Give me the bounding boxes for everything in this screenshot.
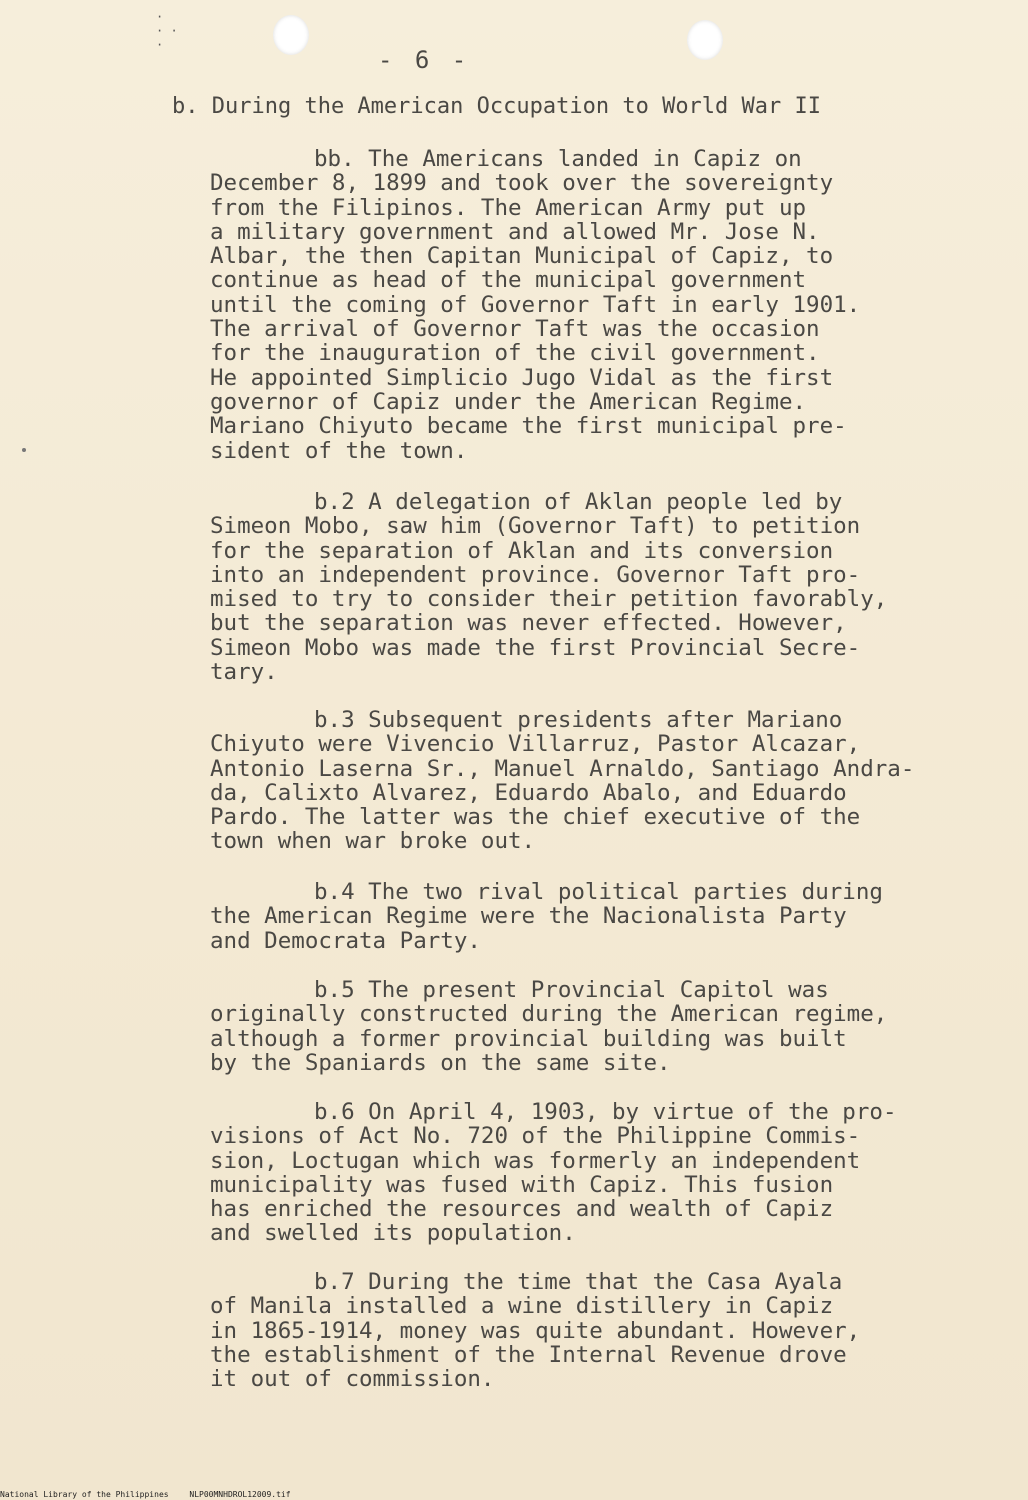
text-line: mised to try to consider their petition favorably, — [210, 586, 888, 613]
text-line: He appointed Simplicio Jugo Vidal as the first — [210, 364, 834, 391]
text-line: Mariano Chiyuto became the first municipal pre- — [210, 413, 847, 440]
text-line: da, Calixto Alvarez, Eduardo Abalo, and Eduardo — [210, 779, 847, 806]
paragraph-b5 — [210, 978, 970, 1075]
paragraph-bb — [210, 147, 970, 463]
text-line: b.2 A delegation of Aklan people led by — [314, 489, 843, 515]
text-line: the American Regime were the Nacionalista Party — [210, 903, 847, 930]
paragraph-b4 — [210, 880, 970, 953]
page-number: - 6 - — [378, 46, 471, 74]
text-line: town when war broke out. — [210, 828, 536, 855]
section-heading: b. During the American Occupation to World War II — [172, 94, 822, 119]
paragraph-b3 — [210, 708, 970, 854]
text-line: the establishment of the Internal Revenue drove — [210, 1341, 847, 1368]
text-line: by the Spaniards on the same site. — [210, 1049, 671, 1076]
paragraph-b7 — [210, 1270, 970, 1391]
text-line: December 8, 1899 and took over the sovereignty — [210, 170, 834, 197]
text-line: municipality was fused with Capiz. This fusion — [210, 1171, 834, 1198]
text-line: it out of commission. — [210, 1366, 495, 1393]
text-line: of Manila installed a wine distillery in Capiz — [210, 1293, 834, 1320]
punch-hole-left — [273, 15, 309, 55]
text-line: Simeon Mobo, saw him (Governor Taft) to petition — [210, 513, 861, 540]
paragraph-b6 — [210, 1100, 970, 1246]
stray-mark — [22, 448, 26, 452]
text-line: a military government and allowed Mr. Jose N. — [210, 218, 820, 245]
text-line: b.4 The two rival political parties during — [314, 879, 883, 905]
text-line: The arrival of Governor Taft was the occasion — [210, 316, 820, 343]
footer-filename: NLP00MNHDROL12009.tif — [189, 1490, 291, 1499]
text-line: Albar, the then Capitan Municipal of Capiz, to — [210, 243, 834, 270]
text-line: continue as head of the municipal government — [210, 267, 807, 294]
text-line: sident of the town. — [210, 437, 468, 464]
text-line: in 1865-1914, money was quite abundant. However, — [210, 1317, 861, 1344]
archive-footer — [0, 1490, 600, 1500]
text-line: b.5 The present Provincial Capitol was — [314, 977, 829, 1003]
text-line: governor of Capiz under the American Regime. — [210, 388, 807, 415]
text-line: for the separation of Aklan and its conversion — [210, 537, 834, 564]
text-line: Antonio Laserna Sr., Manuel Arnaldo, Santiago Andra- — [210, 755, 915, 782]
text-line: has enriched the resources and wealth of Capiz — [210, 1196, 834, 1223]
text-line: until the coming of Governor Taft in early 1901. — [210, 291, 861, 318]
text-line: and Democrata Party. — [210, 927, 481, 954]
text-line: Pardo. The latter was the chief executive of the — [210, 804, 861, 831]
punch-hole-right — [687, 20, 723, 60]
text-line: b.3 Subsequent presidents after Mariano — [314, 707, 843, 733]
text-line: for the inauguration of the civil government. — [210, 340, 820, 367]
text-line: visions of Act No. 720 of the Philippine Commis- — [210, 1123, 861, 1150]
text-line: although a former provincial building was built — [210, 1025, 847, 1052]
text-line: b.7 During the time that the Casa Ayala — [314, 1269, 843, 1295]
text-line: originally constructed during the American regime, — [210, 1001, 888, 1028]
text-line: and swelled its population. — [210, 1220, 576, 1247]
text-line: sion, Loctugan which was formerly an independent — [210, 1147, 861, 1174]
text-line: tary. — [210, 659, 278, 686]
margin-marks: · · · · — [156, 10, 178, 52]
text-line: Chiyuto were Vivencio Villarruz, Pastor Alcazar, — [210, 731, 861, 758]
paragraph-b2 — [210, 490, 970, 684]
text-line: bb. The Americans landed in Capiz on — [314, 146, 802, 172]
text-line: but the separation was never effected. However, — [210, 610, 847, 637]
text-line: b.6 On April 4, 1903, by virtue of the pro- — [314, 1099, 897, 1125]
text-line: Simeon Mobo was made the first Provincial Secre- — [210, 634, 861, 661]
footer-library: National Library of the Philippines — [0, 1490, 169, 1499]
text-line: from the Filipinos. The American Army put up — [210, 194, 807, 221]
text-line: into an independent province. Governor Taft pro- — [210, 561, 861, 588]
